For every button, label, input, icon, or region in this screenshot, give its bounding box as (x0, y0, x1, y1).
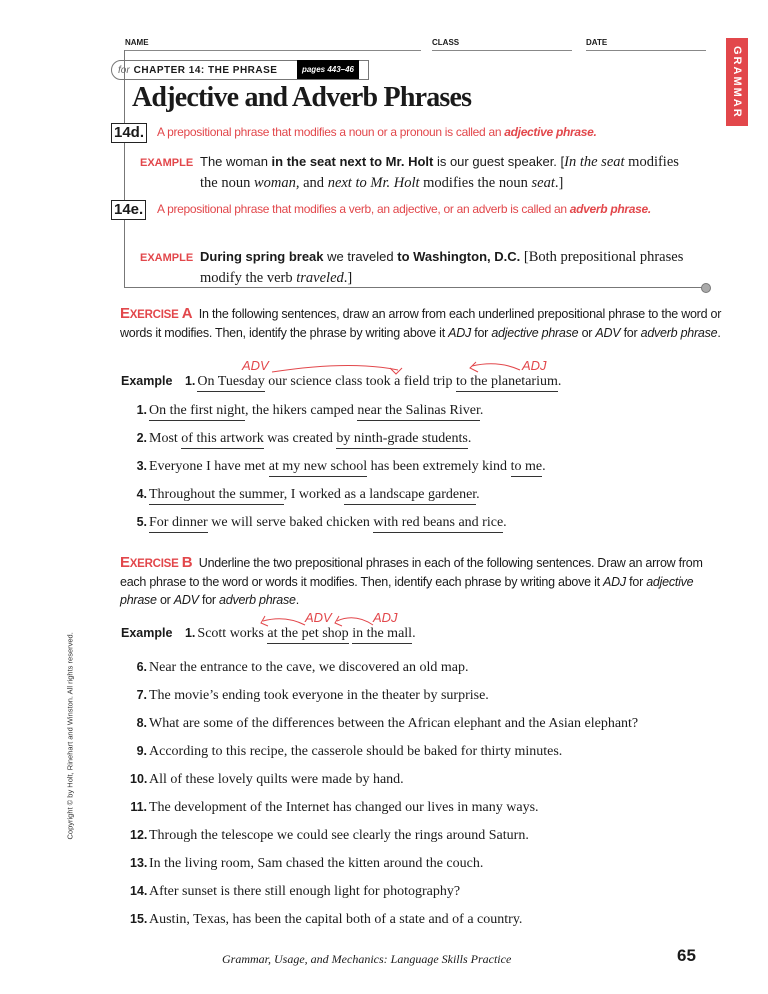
handwritten-adj: ADJ (522, 358, 547, 373)
arrow-head-icon (335, 616, 342, 626)
item-number: 6. (136, 660, 147, 674)
sentence-text: All of these lovely quilts were made by hand. (149, 772, 404, 787)
name-label: NAME (125, 38, 149, 47)
arrow-icon (263, 619, 305, 625)
sentence-text: our science class took a field trip (264, 374, 456, 389)
sentence-text: we will serve baked chicken (207, 515, 374, 530)
underlined-phrase: On the first night (149, 403, 245, 421)
item-number: 14. (130, 884, 148, 898)
arrow-icon (472, 364, 520, 370)
sentence-text: Most (149, 431, 182, 446)
underlined-phrase: Throughout the summer (149, 487, 284, 505)
arrow-icon (337, 618, 373, 625)
sentence-text: . (542, 459, 546, 474)
sentence-text: Near the entrance to the cave, we discovered an old map. (149, 660, 469, 675)
example-label: EXAMPLE (140, 252, 194, 264)
sentence-text: According to this recipe, the casserole should be baked for thirty minutes. (149, 744, 563, 759)
exercise-item (130, 459, 546, 475)
handwritten-adj: ADJ (373, 610, 398, 625)
footer-book-title: Grammar, Usage, and Mechanics: Language Skills Practice (222, 952, 512, 966)
chapter-for: for (118, 64, 130, 76)
item-number: 1. (184, 374, 196, 388)
copyright-notice: Copyright © by Holt, Rinehart and Winston. All rights reserved. (65, 632, 75, 840)
sentence-text: was created (263, 431, 337, 446)
example-14e: During spring break we traveled to Washington, D.C. [Both prepositional phrases modify the verb traveled.] (200, 249, 684, 286)
chapter-pages: pages 443–46 (297, 60, 359, 79)
underlined-phrase: to me (511, 459, 543, 477)
arrow-head-icon (470, 362, 478, 372)
arrow-marks (255, 610, 415, 633)
item-number: 2. (136, 431, 147, 445)
rule-text: A prepositional phrase that modifies a noun or a pronoun is called an (157, 125, 505, 139)
sentence-text: . (479, 403, 484, 418)
item-number: 5. (136, 515, 147, 529)
sentence-text: The movie’s ending took everyone in the theater by surprise. (149, 688, 489, 703)
sentence-text: Austin, Texas, has been the capital both of a state and of a country. (149, 912, 523, 927)
underlined-phrase: On Tuesday (197, 374, 264, 392)
class-label: CLASS (432, 38, 460, 47)
item-number: 15. (130, 912, 148, 926)
exercise-item (130, 828, 529, 844)
rule-14d-text (157, 123, 597, 142)
example-label: Example (121, 374, 173, 388)
exercise-item (130, 744, 562, 760)
exercise-b-instructions: EXERCISE B Underline the two prepositional phrases in each of the following sentences. Draw an arrow from each phrase to the word or words it modifies. Then, identify each phrase by writing above it ADJ for adjective phrase or ADV for adverb phrase. (120, 554, 703, 607)
sentence-text: . (503, 515, 507, 530)
chapter-title: CHAPTER 14: THE PHRASE (133, 64, 278, 76)
sentence-text: What are some of the differences between the African elephant and the Asian elephant? (149, 716, 639, 731)
underlined-phrase: near the Salinas River (357, 403, 479, 421)
exercise-item (130, 772, 404, 788)
class-line[interactable] (432, 50, 572, 51)
page-number: 65 (677, 946, 696, 965)
item-number: 11. (130, 800, 147, 814)
rule-term: adverb phrase. (569, 202, 651, 216)
item-number: 1. (184, 626, 196, 640)
section-border-left (124, 50, 125, 288)
item-number: 12. (130, 828, 148, 842)
sentence-text: Scott works (197, 626, 268, 641)
handwritten-adv: ADV (242, 358, 269, 373)
example-label: Example (121, 626, 173, 640)
exercise-item (130, 487, 480, 503)
sentence-text: , I worked (283, 487, 345, 502)
exercise-item (130, 716, 638, 732)
date-line[interactable] (586, 50, 706, 51)
grammar-side-tab: GRAMMAR (726, 38, 748, 126)
underlined-phrase: For dinner (149, 515, 208, 533)
underlined-phrase: by ninth-grade students (336, 431, 467, 449)
underlined-phrase: to the planetarium (456, 374, 558, 392)
item-number: 9. (136, 744, 147, 758)
exercise-item (130, 884, 460, 900)
underlined-phrase: at my new school (269, 459, 367, 477)
item-number: 10. (130, 772, 148, 786)
exercise-item (130, 403, 483, 419)
sentence-text: . (467, 431, 472, 446)
exercise-item (130, 660, 469, 676)
sentence-text: Everyone I have met (149, 459, 269, 474)
item-number: 3. (136, 459, 147, 473)
sentence-text: In the living room, Sam chased the kitten around the couch. (149, 856, 484, 871)
underlined-phrase: as a landscape gardener (344, 487, 476, 505)
exercise-item (130, 912, 522, 928)
underlined-phrase: with red beans and rice (373, 515, 503, 533)
item-number: 7. (136, 688, 147, 702)
item-number: 13. (130, 856, 148, 870)
sentence-text: After sunset is there still enough light for photography? (149, 884, 461, 899)
sentence-text: , the hikers camped (245, 403, 358, 418)
item-number: 8. (136, 716, 147, 730)
item-number: 4. (136, 487, 147, 501)
underlined-phrase: in the mall (352, 626, 412, 644)
rule-id-14e: 14e. (111, 200, 146, 220)
exercise-item (130, 800, 539, 816)
rule-14e-text (157, 200, 657, 219)
underlined-phrase: of this artwork (181, 431, 263, 449)
item-number: 1. (136, 403, 147, 417)
exercise-item (130, 431, 471, 447)
rule-text: A prepositional phrase that modifies a verb, an adjective, or an adverb is called an (157, 202, 570, 216)
sentence-text: Through the telescope we could see clearly the rings around Saturn. (149, 828, 529, 843)
name-line[interactable] (125, 50, 421, 51)
page-title: Adjective and Adverb Phrases (132, 82, 472, 113)
arrow-icon (272, 365, 398, 372)
underlined-phrase: at the pet shop (267, 626, 348, 644)
sentence-text: . (412, 626, 416, 641)
exercise-a-instructions: EXERCISE A In the following sentences, draw an arrow from each underlined prepositional phrase to the word or words it modifies. Then, identify the phrase by writing above it ADJ for adjective phrase or ADV for adverb phrase. (120, 305, 722, 340)
exercise-item (130, 688, 489, 704)
exercise-item (130, 856, 483, 872)
sentence-text: . (557, 374, 562, 389)
sentence-text: has been extremely kind (367, 459, 511, 474)
sentence-text: The development of the Internet has changed our lives in many ways. (149, 800, 539, 815)
date-label: DATE (586, 38, 608, 47)
rule-term: adjective phrase. (504, 125, 597, 139)
example-14d: The woman in the seat next to Mr. Holt is our guest speaker. [In the seat modifies the noun woman, and next to Mr. Holt modifies the noun seat.] (200, 154, 679, 191)
section-end-dot (701, 283, 711, 293)
rule-id-14d: 14d. (111, 123, 147, 143)
arrow-marks (240, 360, 540, 380)
sentence-text: . (476, 487, 480, 502)
handwritten-adv: ADV (305, 610, 332, 625)
example-label: EXAMPLE (140, 157, 194, 169)
exercise-item (130, 515, 507, 531)
